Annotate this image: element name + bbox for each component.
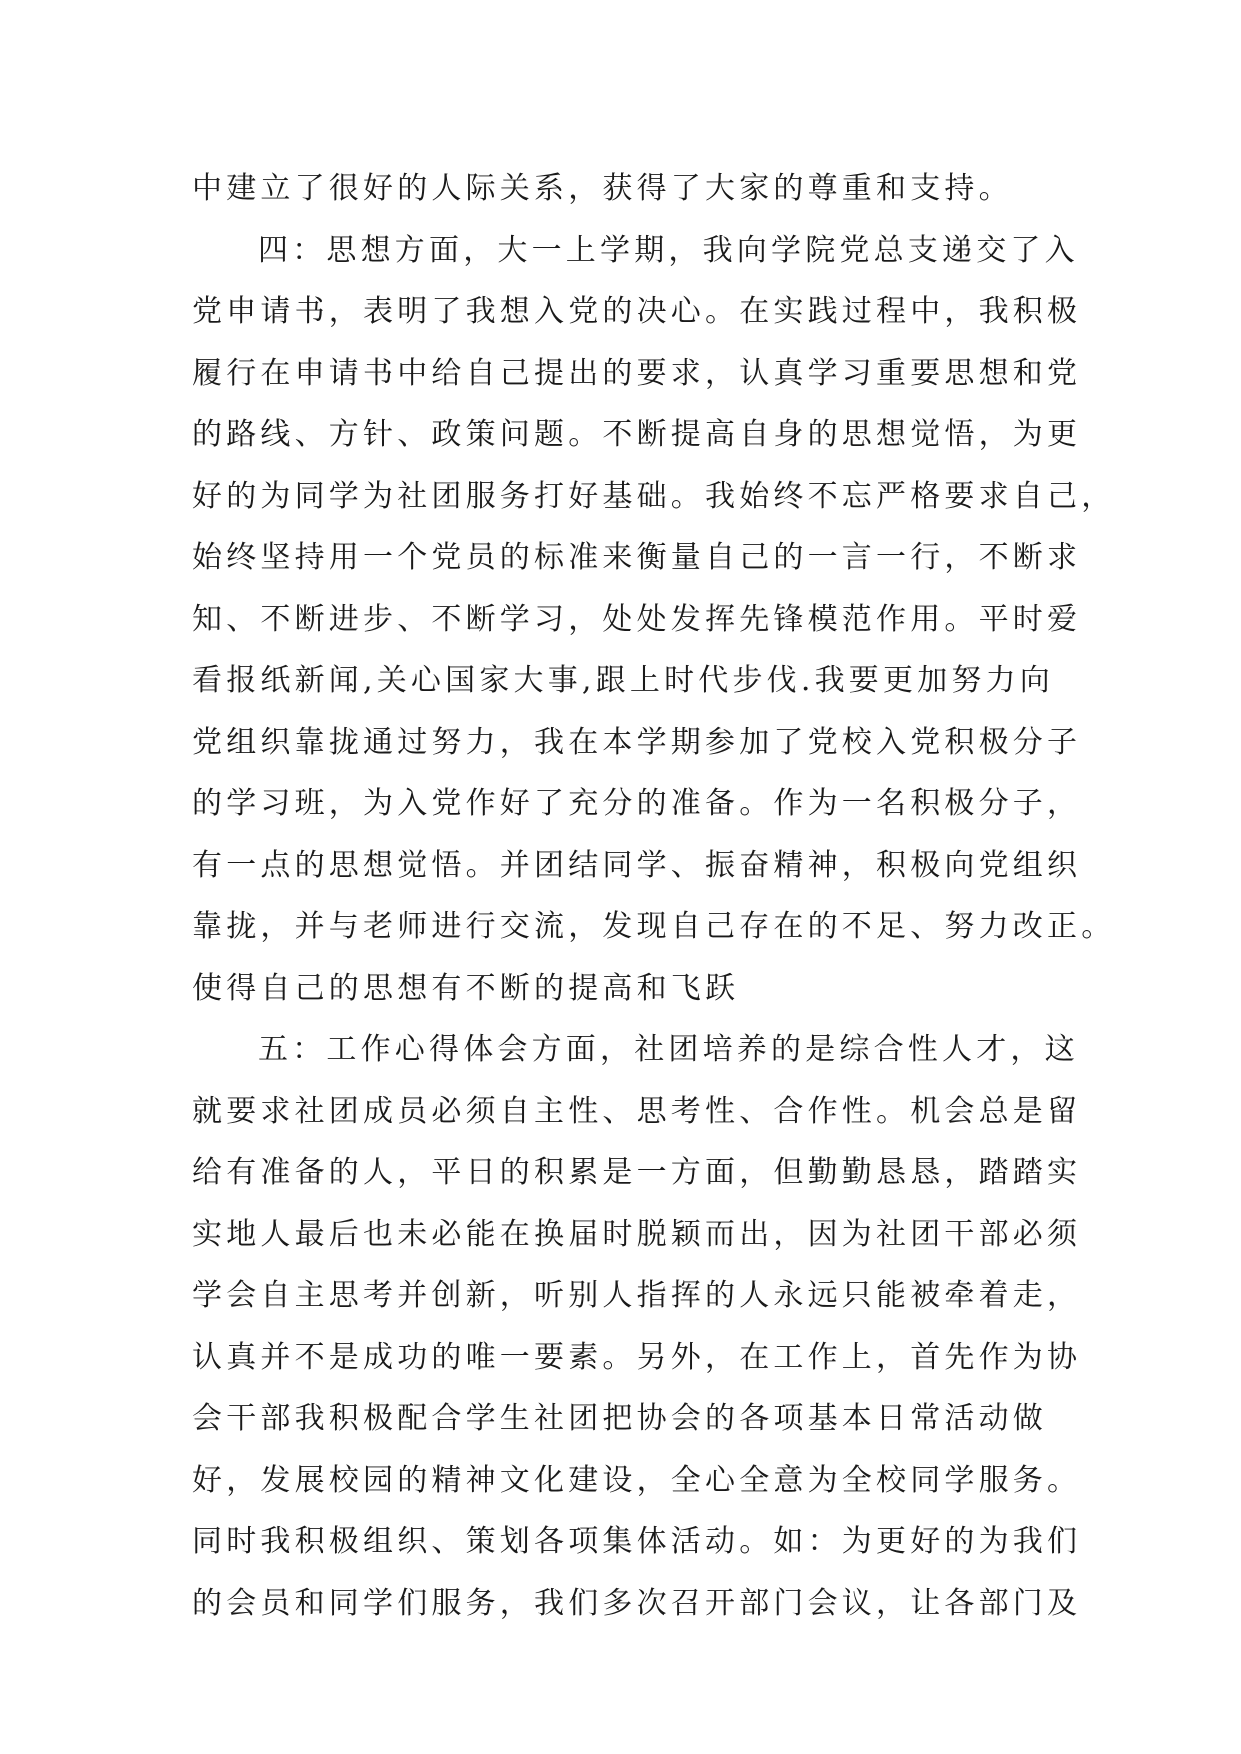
text-line: 靠拢，并与老师进行交流，发现自己存在的不足、努力改正。 — [192, 909, 1116, 944]
text-line: 党组织靠拢通过努力，我在本学期参加了党校入党积极分子 — [192, 724, 1082, 760]
text-line: 的会员和同学们服务，我们多次召开部门会议，让各部门及 — [192, 1585, 1082, 1621]
text-line: 就要求社团成员必须自主性、思考性、合作性。机会总是留 — [192, 1093, 1082, 1129]
text-line: 的路线、方针、政策问题。不断提高自身的思想觉悟，为更 — [192, 417, 1082, 452]
text-line: 好的为同学为社团服务打好基础。我始终不忘严格要求自己， — [192, 478, 1116, 514]
text-line: 给有准备的人，平日的积累是一方面，但勤勤恳恳，踏踏实 — [192, 1155, 1082, 1190]
text-line: 有一点的思想觉悟。并团结同学、振奋精神，积极向党组织 — [192, 847, 1082, 883]
text-line: 中建立了很好的人际关系，获得了大家的尊重和支持。 — [192, 171, 1013, 206]
paragraph-start-line: 四：思想方面，大一上学期，我向学院党总支递交了入 — [258, 232, 1079, 268]
text-line: 同时我积极组织、策划各项集体活动。如：为更好的为我们 — [192, 1524, 1082, 1559]
text-line: 学会自主思考并创新，听别人指挥的人永远只能被牵着走， — [192, 1278, 1082, 1313]
text-line: 好，发展校园的精神文化建设，全心全意为全校同学服务。 — [192, 1462, 1082, 1498]
text-line: 知、不断进步、不断学习，处处发挥先锋模范作用。平时爱 — [192, 601, 1082, 637]
text-line: 的学习班，为入党作好了充分的准备。作为一名积极分子， — [192, 786, 1082, 821]
text-line: 认真并不是成功的唯一要素。另外，在工作上，首先作为协 — [192, 1339, 1082, 1375]
text-line: 会干部我积极配合学生社团把协会的各项基本日常活动做 — [192, 1401, 1047, 1436]
text-line: 始终坚持用一个党员的标准来衡量自己的一言一行，不断求 — [192, 540, 1082, 575]
text-line: 使得自己的思想有不断的提高和飞跃 — [192, 970, 740, 1006]
text-line: 履行在申请书中给自己提出的要求，认真学习重要思想和党 — [192, 355, 1082, 391]
text-line: 党申请书，表明了我想入党的决心。在实践过程中，我积极 — [192, 294, 1082, 329]
paragraph-start-line: 五：工作心得体会方面，社团培养的是综合性人才，这 — [258, 1032, 1079, 1067]
text-line: 看报纸新闻,关心国家大事,跟上时代步伐.我要更加努力向 — [192, 663, 1055, 698]
text-line: 实地人最后也未必能在换届时脱颖而出，因为社团干部必须 — [192, 1216, 1082, 1252]
body-text — [192, 158, 1116, 1634]
